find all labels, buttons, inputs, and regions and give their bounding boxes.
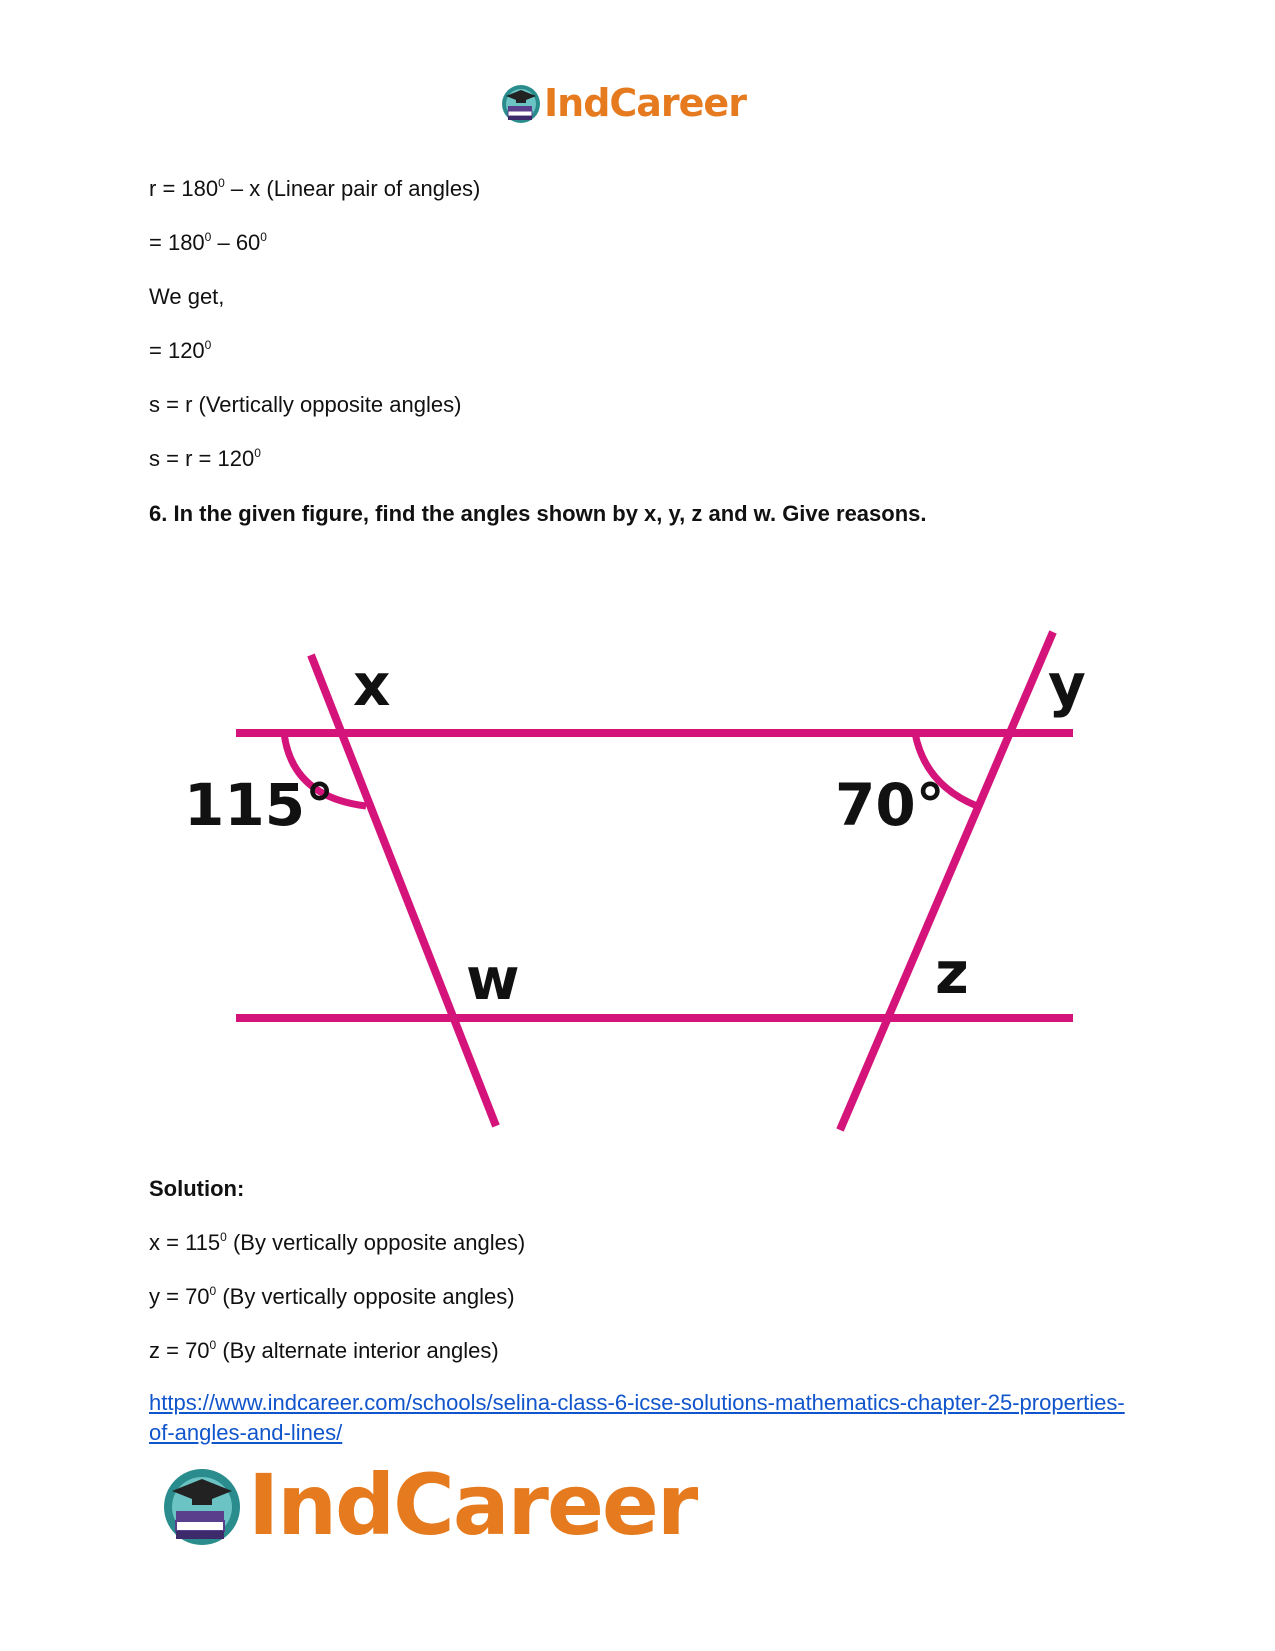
question-text: 6. In the given figure, find the angles shown by x, y, z and w. Give reasons. — [149, 501, 927, 526]
label-y: y — [1048, 651, 1086, 719]
label-z: z — [935, 939, 969, 1007]
source-link[interactable]: https://www.indcareer.com/schools/selina-class-6-icse-solutions-mathematics-chapter-25-properties-of-angles-and-lines/ — [149, 1390, 1125, 1445]
text-line: $r = 180^0 - x$ (Linear pair of angles) — [149, 176, 481, 201]
logo-text: IndCareer — [248, 1456, 697, 1554]
solution-line: $x = 115^0$ (By vertically opposite angles) — [149, 1230, 526, 1255]
left-transversal — [311, 655, 496, 1126]
text-line: s = r (Vertically opposite angles) — [149, 392, 462, 417]
text-line: We get, — [149, 284, 225, 309]
solution-heading: Solution: — [149, 1176, 245, 1201]
angle-left-label: 115° — [184, 771, 335, 839]
text-line: $s = r = 120^0$ — [149, 446, 261, 471]
text-line: = $120^0$ — [149, 338, 212, 363]
solution-line: $z = 70^0$ (By alternate interior angles) — [149, 1338, 499, 1363]
label-x: x — [353, 651, 391, 719]
graduation-book-icon — [160, 1463, 244, 1547]
angle-right-label: 70° — [835, 771, 945, 839]
text-line: = $180^0 - 60^0$ — [149, 230, 267, 255]
label-w: w — [466, 945, 520, 1013]
footer-logo — [160, 1456, 697, 1554]
logo-text: IndCareer — [544, 81, 746, 125]
solution-line: $y = 70^0$ (By vertically opposite angles) — [149, 1284, 515, 1309]
right-transversal — [840, 632, 1053, 1130]
